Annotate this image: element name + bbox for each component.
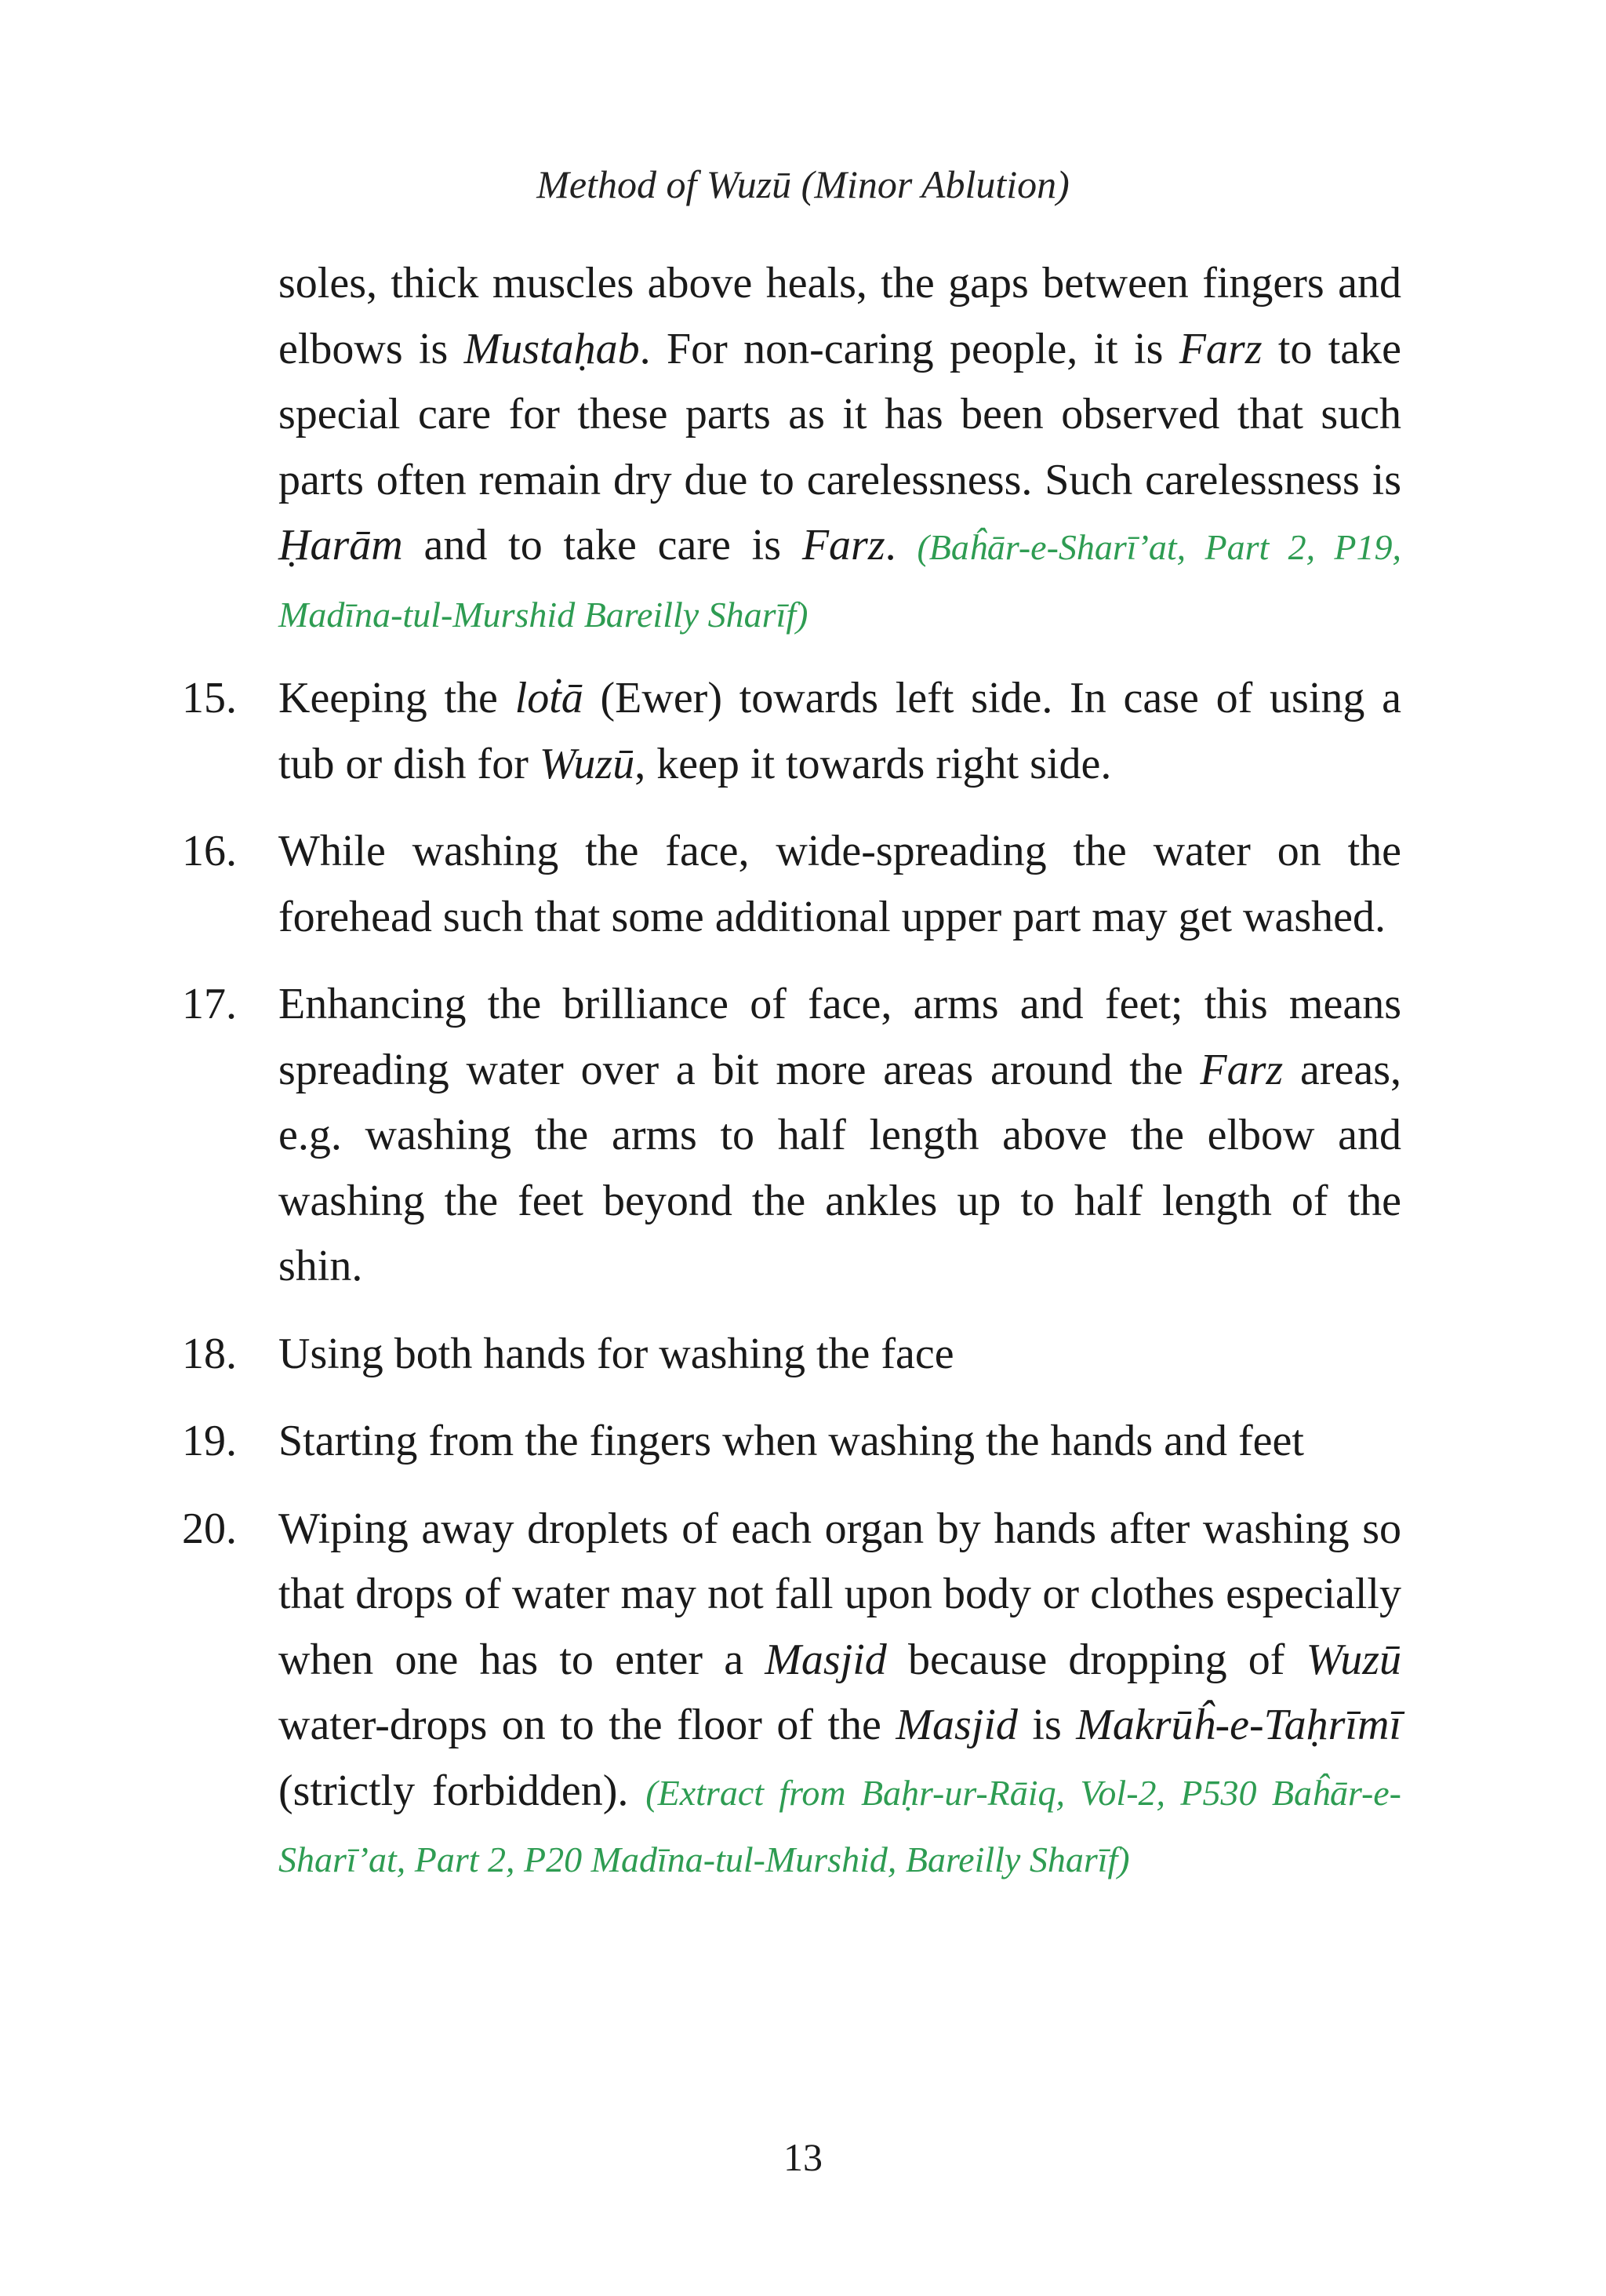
- list-item: [182, 666, 1402, 797]
- term-wuzu: Wuzū: [539, 739, 635, 788]
- list-item: [182, 819, 1401, 950]
- item-text: [278, 666, 1401, 797]
- continuation-paragraph: [278, 251, 1401, 647]
- text-run: because dropping of: [886, 1635, 1306, 1684]
- item-text: [278, 819, 1401, 950]
- item-text: [278, 1322, 1401, 1388]
- text-run: . For non-caring people, it is: [639, 324, 1179, 373]
- text-run: Using both hands for washing the face: [278, 1329, 954, 1378]
- list-item: [182, 1497, 1402, 1893]
- text-run: While washing the face, wide-spreading the water on the forehead such that some additional upper part may get washed.: [278, 827, 1401, 941]
- citation: (Baĥār-e-Sharī’at, Part 2, P19, Madīna-tul-Murshid Bareilly Sharīf): [278, 527, 1402, 635]
- item-text: [278, 1409, 1401, 1475]
- item-number: 16.: [182, 827, 237, 875]
- running-head: Method of Wuzū (Minor Ablution): [536, 162, 1070, 206]
- list-item: [182, 1322, 1401, 1388]
- term-farz: Farz: [801, 521, 885, 569]
- item-text: [278, 972, 1401, 1300]
- item-number: 20.: [182, 1504, 237, 1553]
- text-run: Wiping away droplets of each organ by hands after washing so that drops of water may not fall upon body or clothes especially when one has to enter a: [278, 1504, 1401, 1684]
- item-number: 19.: [182, 1417, 237, 1465]
- text-run: Starting from the fingers when washing the hands and feet: [278, 1417, 1304, 1465]
- text-run: (strictly forbidden).: [278, 1766, 646, 1815]
- text-run: areas, e.g. washing the arms to half length above the elbow and washing the feet beyond the ankles up to half length of the shin.: [278, 1045, 1401, 1290]
- list-item: [182, 972, 1401, 1300]
- text-run: soles, thick muscles above heals, the gaps between fingers and elbows is: [278, 259, 1401, 373]
- page-body: [182, 251, 1402, 1893]
- citation: (Extract from Baḥr-ur-Rāiq, Vol-2, P530 Baĥār-e-Sharī’at, Part 2, P20 Madīna-tul-Murshid, Bareilly Sharīf): [278, 1772, 1401, 1879]
- page-number: 13: [783, 2135, 823, 2179]
- term-masjid: Masjid: [896, 1701, 1018, 1749]
- list-item: [182, 1409, 1401, 1475]
- term-haram: Ḥarām: [278, 521, 403, 569]
- text-run: is: [1017, 1701, 1077, 1749]
- term-masjid: Masjid: [765, 1635, 887, 1684]
- term-makruh-e-tahrimi: Makrūĥ-e-Taḥrīmī: [1076, 1701, 1402, 1749]
- term-mustahab: Mustaḥab: [463, 324, 640, 373]
- text-run: Enhancing the brilliance of face, arms and feet; this means spreading water over a bit more areas around the: [278, 980, 1401, 1094]
- item-number: 17.: [182, 980, 237, 1028]
- item-text: [278, 1497, 1401, 1893]
- item-number: 15.: [182, 674, 237, 722]
- text-run: , keep it towards right side.: [634, 739, 1112, 788]
- text-run: to take special care for these parts as it has been observed that such parts often remain dry due to carelessness. Such carelessness is: [278, 324, 1401, 504]
- term-farz: Farz: [1200, 1045, 1284, 1094]
- text-run: water-drops on to the floor of the: [278, 1701, 896, 1749]
- text-run: (Ewer) towards left side. In case of using a tub or dish for: [278, 674, 1402, 788]
- text-run: and to take care is: [402, 521, 802, 569]
- item-number: 18.: [182, 1329, 237, 1378]
- term-farz: Farz: [1179, 324, 1263, 373]
- text-run: .: [885, 521, 917, 569]
- term-wuzu: Wuzū: [1306, 1635, 1401, 1684]
- text-run: Keeping the: [278, 674, 515, 722]
- term-lota: loṫā: [514, 674, 583, 722]
